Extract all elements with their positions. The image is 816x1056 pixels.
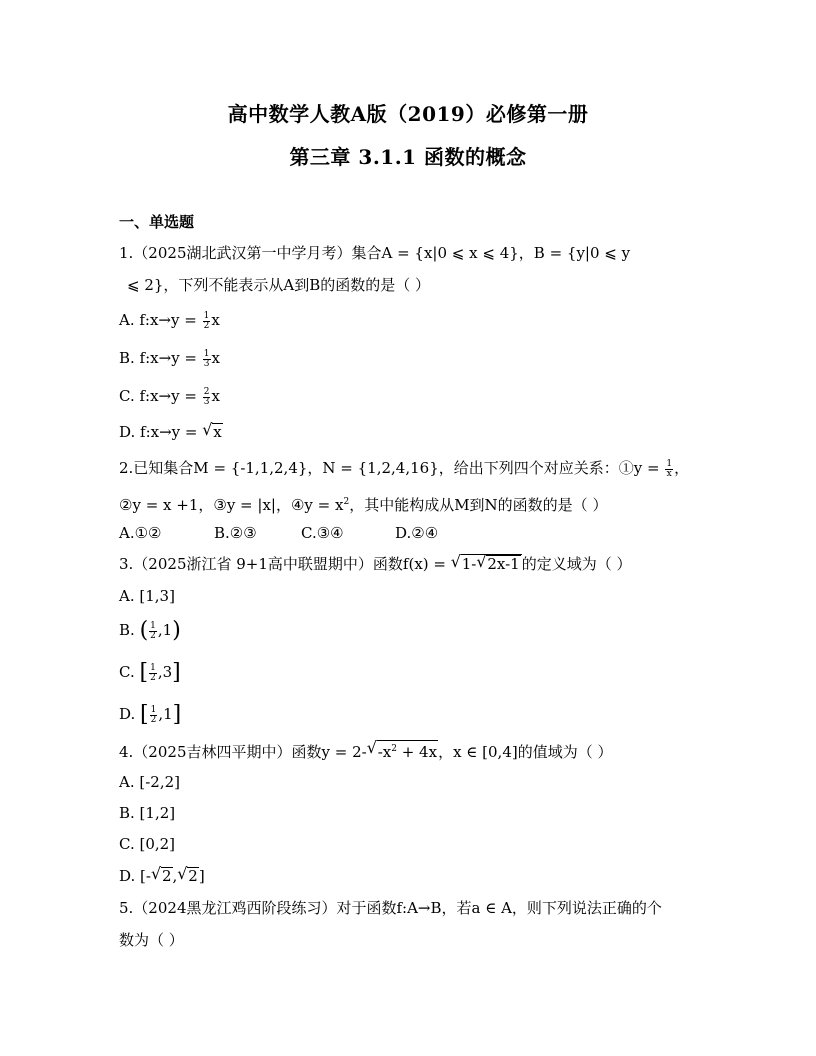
question-2-options <box>119 523 716 543</box>
question-2-option-b: B.②③ <box>214 524 257 542</box>
question-2-option-a: A.①② <box>119 524 162 542</box>
bracket: ] <box>172 660 181 685</box>
radical-sign: √ <box>476 552 487 571</box>
question-2-option-c: C.③④ <box>301 524 344 542</box>
superscript: 2 <box>391 744 397 754</box>
stem-text: 的定义域为（ ） <box>521 555 632 573</box>
sqrt-expression <box>367 740 438 762</box>
radicand: 2x-1 <box>487 555 520 573</box>
sqrt-expression <box>476 552 520 573</box>
question-1-stem-line2: ⩽ 2}，下列不能表示从A到B的函数的是（ ） <box>127 276 431 294</box>
fraction-numerator: 2 <box>203 386 210 397</box>
fraction-denominator: 2 <box>150 630 156 641</box>
option-text: C. <box>119 663 140 681</box>
stem-text: ，其中能构成从M到N的函数的是（ ） <box>349 496 608 514</box>
radical-sign: √ <box>450 552 461 571</box>
radical-sign: √ <box>202 420 213 439</box>
radical-sign: √ <box>150 864 162 883</box>
question-3-option-d <box>119 704 716 725</box>
fraction-denominator: x <box>666 468 672 479</box>
radicand <box>461 554 522 573</box>
radicand: 2 <box>161 867 172 885</box>
fraction-numerator: 1 <box>203 310 210 321</box>
question-1-option-d <box>119 422 716 442</box>
radical-sign: √ <box>177 864 188 883</box>
stem-text: 4.（2025吉林四平期中）函数y = 2- <box>119 743 367 761</box>
option-text: B. f:x→y = <box>119 349 202 367</box>
fraction-numerator: 1 <box>150 704 157 715</box>
question-4-option-c: C. [0,2] <box>119 835 176 853</box>
section-heading: 一、单选题 <box>119 213 195 231</box>
option-text: C. f:x→y = <box>119 387 202 405</box>
option-text: A. f:x→y = <box>119 311 202 329</box>
option-text: x <box>211 349 220 367</box>
radicand: x <box>213 423 222 441</box>
fraction-denominator: 2 <box>150 714 157 725</box>
sqrt-expression <box>202 422 222 442</box>
fraction-numerator: 1 <box>150 662 156 673</box>
question-2-stem-line1 <box>119 458 716 479</box>
option-text: x <box>211 311 220 329</box>
option-text: ,1 <box>157 621 173 639</box>
fraction <box>149 664 157 683</box>
radicand: 2 <box>188 867 198 885</box>
bracket: [ <box>139 660 149 685</box>
radicand-text: + 4x <box>396 743 438 761</box>
fraction-denominator: 2 <box>203 320 210 331</box>
stem-text: ，x ∈ [0,4]的值域为（ ） <box>438 743 613 761</box>
option-text: D. f:x→y = <box>119 423 203 441</box>
option-text: , <box>172 867 178 885</box>
question-2-stem-line2 <box>119 492 716 515</box>
bracket: ( <box>139 618 149 643</box>
question-4-stem <box>119 740 716 762</box>
sqrt-expression <box>151 866 173 886</box>
question-3-stem <box>119 554 716 574</box>
bracket: ) <box>172 618 181 643</box>
option-text: D. [- <box>119 867 151 885</box>
fraction <box>665 460 673 479</box>
fraction <box>149 622 157 641</box>
question-4-option-a: A. [-2,2] <box>119 773 180 791</box>
chapter-subtitle: 第三章 3.1.1 函数的概念 <box>289 145 527 169</box>
question-1-stem-line1: 1.（2025湖北武汉第一中学月考）集合A = {x|0 ⩽ x ⩽ 4}，B = {y|0 ⩽ y <box>119 244 631 262</box>
fraction-numerator: 1 <box>150 620 156 631</box>
question-2-option-d: D.②④ <box>395 524 439 542</box>
fraction-denominator: 3 <box>203 358 210 369</box>
question-3-option-b <box>119 620 716 641</box>
sqrt-expression <box>177 866 199 886</box>
superscript: 2 <box>343 497 350 507</box>
option-text: D. <box>119 705 141 723</box>
option-text: B. <box>119 621 140 639</box>
radicand <box>377 740 438 761</box>
bracket: [ <box>140 702 149 727</box>
option-text: ,3 <box>157 663 173 681</box>
fraction-denominator: 2 <box>150 672 156 683</box>
question-4-option-b: B. [1,2] <box>119 804 176 822</box>
radicand-text: -x <box>377 743 392 761</box>
question-5-stem-line2: 数为（ ） <box>119 931 184 949</box>
question-1-option-a <box>119 310 716 331</box>
option-text: ] <box>198 867 205 885</box>
bracket: ] <box>172 702 182 727</box>
fraction <box>203 388 211 407</box>
fraction-denominator: 3 <box>203 396 210 407</box>
fraction-numerator: 1 <box>666 458 673 469</box>
radical-sign: √ <box>366 738 377 757</box>
question-5-stem-line1: 5.（2024黑龙江鸡西阶段练习）对于函数f:A→B，若a ∈ A，则下列说法正确的个 <box>119 899 662 917</box>
fraction <box>203 312 211 331</box>
stem-text: 3.（2025浙江省 9+1高中联盟期中）函数f(x) = <box>119 555 451 573</box>
question-3-option-c <box>119 662 716 683</box>
question-1-option-c <box>119 386 716 407</box>
document-title: 高中数学人教A版（2019）必修第一册 <box>227 102 589 126</box>
question-4-option-d <box>119 866 716 886</box>
fraction <box>150 706 158 725</box>
option-text: ,1 <box>158 705 173 723</box>
option-text: x <box>211 387 220 405</box>
fraction-numerator: 1 <box>203 348 210 359</box>
stem-text: ， <box>674 459 690 477</box>
question-3-option-a: A. [1,3] <box>119 587 175 605</box>
radicand-text: 1- <box>461 555 477 573</box>
stem-text: ②y = x +1，③y = |x|，④y = x <box>119 496 344 514</box>
fraction <box>203 350 211 369</box>
stem-text: 2.已知集合M = {-1,1,2,4}，N = {1,2,4,16}，给出下列四个对应关系：①y = <box>119 459 665 477</box>
question-1-option-b <box>119 348 716 369</box>
sqrt-expression <box>451 554 522 574</box>
